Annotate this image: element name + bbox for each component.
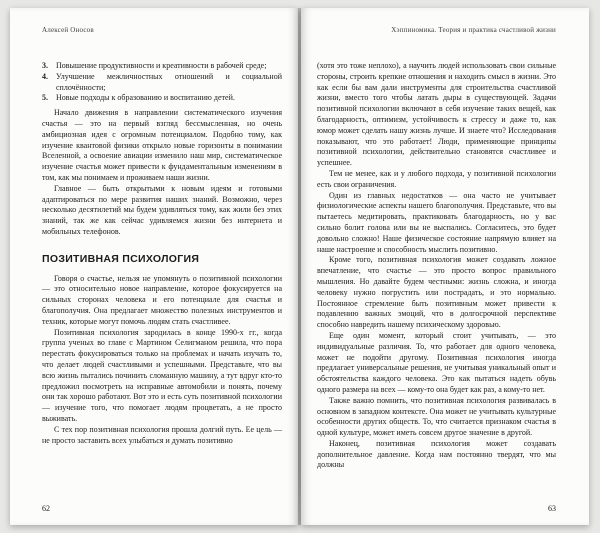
paragraph: Говоря о счастье, нельзя не упомянуть о позитивной психологии — это относительно новое направление, которое фокусируется на сильных сторонах человека и его потенциале для счастья и благополучия. Она предлагает множество полезных инструментов и техник, которые могут помочь людям стать счастливее. [42,273,282,326]
list-item-text: Повышение продуктивности и креативности в рабочей среде; [56,61,267,70]
list-item [42,61,282,72]
list-item-number: 4. [42,71,48,81]
paragraph: Еще один момент, который стоит учитывать, — это индивидуальные различия. То, что работает для одного человека, может не подойти другому. Позитивная психология иногда предлагает универсальные решения, не учитывая уникальный опыт и обстоятельства каждого человека. Это как пытаться надеть обувь одного размера на всех — кому-то она будет как раз, а кому-то нет. [317,330,556,394]
numbered-list [42,61,282,104]
paragraph: (хотя это тоже неплохо), а научить людей использовать свои сильные стороны, строить крепкие отношения и находить смысл в жизни. Это как если бы вам дали инструменты для строительства счастливой жизни, вместо того чтобы латать дыры в существующей. Задачи позитивной психологии включают в себя изучение таких вещей, как благодарность, оптимизм, устойчивость к стрессу и даже то, как юмор может сделать нашу жизнь лучше. И знаете что? Исследования показывают, что это работает! Люди, применяющие принципы позитивной психологии, действительно становятся счастливее и успешнее. [317,61,556,168]
running-head-title: Хэппиномика. Теория и практика счастливой жизни [391,26,556,34]
running-head-author: Алексей Оносов [42,26,94,34]
list-item-text: Новые подходы к образованию и воспитанию детей. [56,93,235,103]
left-page [10,8,298,525]
paragraph: Наконец, позитивная психология может создавать дополнительное давление. Когда нам постоянно твердят, что мы должны [317,438,556,470]
list-item-text: Улучшение межличностных отношений и социальной сплочённости; [56,71,282,92]
paragraph: Начало движения в направлении систематического изучения счастья — это на первый взгляд бессмысленная, но очень амбициозная идея с огромным потенциалом. Подобно тому, как изучение квантовой физики открыло новые горизонты в понимании Вселенной, а освоение авиации изменило наш мир, систематическое изучение счастья может привести к фундаментальным изменениям в том, как мы понимаем и проживаем наши жизни. [42,108,282,182]
list-item [42,93,282,104]
paragraph: Позитивная психология зародилась в конце 1990-х гг., когда группа ученых во главе с Мартином Селигманом решила, что пора перестать фокусироваться только на проблемах и начать изучать то, что делает людей счастливыми и успешными. Представьте, что вы всю жизнь пытались починить сломанную машину, а тут вдруг кто-то предложил посмотреть на исправные автомобили и понять, почему они так хорошо работают. Вот это и есть суть позитивной психологии — изучение того, что помогает людям процветать, а не просто выживать. [42,327,282,423]
list-item-number: 3. [42,61,48,70]
list-item [42,72,282,94]
paragraph: С тех пор позитивная психология прошла долгий путь. Ее цель — не просто заставить всех улыбаться и думать позитивно [42,424,282,445]
paragraph: Кроме того, позитивная психология может создавать ложное впечатление, что счастье — это просто вопрос правильного мышления. Но давайте будем честными: жизнь сложна, и иногда человеку нужно погрустить или пострадать, и это нормально. Постоянное стремление быть позитивным может привести к подавлению важных эмоций, что в долгосрочной перспективе способно навредить нашему психическому здоровью. [317,255,556,330]
left-page-body [42,61,282,446]
page-number-right: 63 [548,504,556,513]
page-number-left: 62 [42,504,50,513]
book-spread [10,8,589,525]
right-page [301,8,589,525]
section-heading: ПОЗИТИВНАЯ ПСИХОЛОГИЯ [42,252,200,265]
paragraph: Также важно помнить, что позитивная психология развивалась в основном в западном контексте. Она может не учитывать культурные особенности других обществ. То, что считается признаком счастья в одной культуре, может иметь совсем другое значение в другой. [317,395,556,438]
paragraph: Один из главных недостатков — она часто не учитывает физиологические аспекты нашего благополучия. Представьте, что вы пытаетесь медитировать, практиковать благодарность, но у вас сильно болит голова или вы не выспались. Согласитесь, это будет довольно сложно! Наше физическое состояние напрямую влияет на наше настроение и способность мыслить позитивно. [317,190,556,254]
paragraph: Главное — быть открытыми к новым идеям и готовыми адаптироваться по мере развития наших знаний. Возможно, через несколько десятилетий мы будем удивляться тому, как жили без этих знаний, так же как сейчас удивляемся жизни без интернета и мобильных телефонов. [42,183,282,236]
list-item-number: 5. [42,93,48,103]
paragraph: Тем не менее, как и у любого подхода, у позитивной психологии есть свои ограничения. [317,168,556,189]
right-page-body [317,61,556,471]
